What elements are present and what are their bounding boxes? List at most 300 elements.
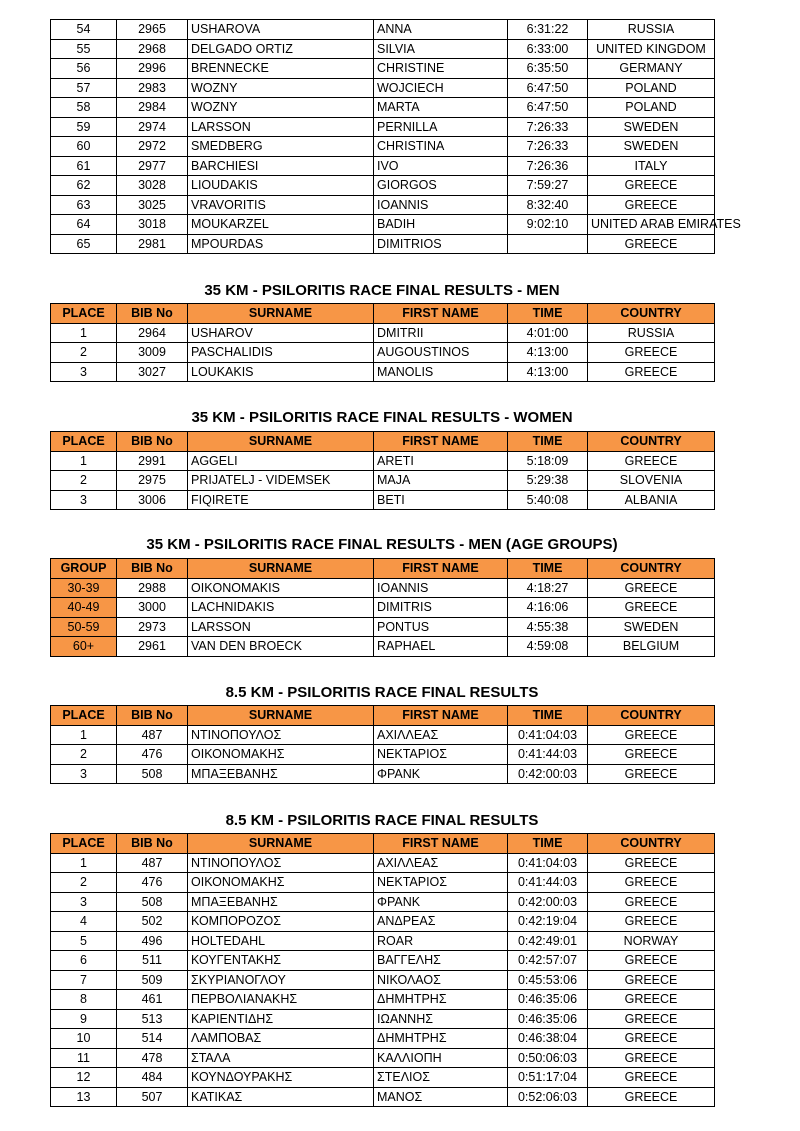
country-cell: RUSSIA xyxy=(588,20,715,40)
country-cell: NORWAY xyxy=(588,931,715,951)
first-name-cell: ΔΗΜΗΤΡΗΣ xyxy=(374,1029,508,1049)
bib-cell: 514 xyxy=(117,1029,188,1049)
first-name-cell: ΜΑΝΟΣ xyxy=(374,1087,508,1107)
table-row xyxy=(51,471,715,491)
country-cell: UNITED ARAB EMIRATES xyxy=(588,215,715,235)
time-cell: 0:46:38:04 xyxy=(508,1029,588,1049)
surname-cell: ΝΤΙΝΟΠΟΥΛΟΣ xyxy=(188,725,374,745)
country-cell: GREECE xyxy=(588,951,715,971)
section-title: 8.5 KM - PSILORITIS RACE FINAL RESULTS xyxy=(225,812,539,829)
surname-cell: MOUKARZEL xyxy=(188,215,374,235)
place-cell: 12 xyxy=(51,1068,117,1088)
column-header-country: COUNTRY xyxy=(588,432,715,452)
table-row xyxy=(51,617,715,637)
time-cell: 0:41:04:03 xyxy=(508,725,588,745)
column-header-time: TIME xyxy=(508,432,588,452)
table-row xyxy=(51,1068,715,1088)
time-cell: 0:45:53:06 xyxy=(508,970,588,990)
surname-cell: ΜΠΑΞΕΒΑΝΗΣ xyxy=(188,892,374,912)
surname-cell: WOZNY xyxy=(188,78,374,98)
surname-cell: VAN DEN BROECK xyxy=(188,637,374,657)
column-header-surname: SURNAME xyxy=(188,706,374,726)
country-cell: SWEDEN xyxy=(588,117,715,137)
bib-cell: 478 xyxy=(117,1048,188,1068)
place-cell: 59 xyxy=(51,117,117,137)
bib-cell: 3006 xyxy=(117,490,188,510)
first-name-cell: ΦΡΑΝΚ xyxy=(374,892,508,912)
bib-cell: 2988 xyxy=(117,578,188,598)
time-cell: 4:01:00 xyxy=(508,323,588,343)
first-name-cell: ΙΩΑΝΝΗΣ xyxy=(374,1009,508,1029)
place-cell: 56 xyxy=(51,59,117,79)
first-name-cell: GIORGOS xyxy=(374,176,508,196)
surname-cell: HOLTEDAHL xyxy=(188,931,374,951)
place-cell: 2 xyxy=(51,471,117,491)
place-cell: 1 xyxy=(51,451,117,471)
bib-cell: 476 xyxy=(117,745,188,765)
first-name-cell: ΚΑΛΛΙΟΠΗ xyxy=(374,1048,508,1068)
table-row xyxy=(51,1009,715,1029)
country-cell: GREECE xyxy=(588,176,715,196)
country-cell: GREECE xyxy=(588,970,715,990)
bib-cell: 2972 xyxy=(117,137,188,157)
column-header-bib: BIB No xyxy=(117,304,188,324)
surname-cell: ΣΚΥΡΙΑΝΟΓΛΟΥ xyxy=(188,970,374,990)
first-name-cell: DMITRII xyxy=(374,323,508,343)
column-header-bib: BIB No xyxy=(117,834,188,854)
table-row xyxy=(51,931,715,951)
header-row xyxy=(51,706,715,726)
place-cell: 2 xyxy=(51,745,117,765)
time-cell: 5:18:09 xyxy=(508,451,588,471)
column-header-first-name: FIRST NAME xyxy=(374,304,508,324)
table-row xyxy=(51,990,715,1010)
surname-cell: LIOUDAKIS xyxy=(188,176,374,196)
first-name-cell: MAJA xyxy=(374,471,508,491)
first-name-cell: ΒΑΓΓΕΛΗΣ xyxy=(374,951,508,971)
column-header-time: TIME xyxy=(508,559,588,579)
country-cell: GERMANY xyxy=(588,59,715,79)
place-cell: 61 xyxy=(51,156,117,176)
time-cell xyxy=(508,234,588,254)
time-cell: 7:59:27 xyxy=(508,176,588,196)
table-row xyxy=(51,490,715,510)
bib-cell: 476 xyxy=(117,873,188,893)
bib-cell: 508 xyxy=(117,764,188,784)
header-row xyxy=(51,432,715,452)
surname-cell: ΛΑΜΠΟΒΑΣ xyxy=(188,1029,374,1049)
surname-cell: USHAROV xyxy=(188,323,374,343)
time-cell: 9:02:10 xyxy=(508,215,588,235)
first-name-cell: DIMITRIS xyxy=(374,598,508,618)
table-row xyxy=(51,234,715,254)
table-row xyxy=(51,323,715,343)
first-name-cell: BADIH xyxy=(374,215,508,235)
bib-cell: 3027 xyxy=(117,362,188,382)
place-cell: 3 xyxy=(51,892,117,912)
time-cell: 6:33:00 xyxy=(508,39,588,59)
column-header-time: TIME xyxy=(508,834,588,854)
section-title: 35 KM - PSILORITIS RACE FINAL RESULTS - MEN xyxy=(204,282,560,299)
results-table xyxy=(50,705,715,784)
time-cell: 0:42:00:03 xyxy=(508,764,588,784)
surname-cell: WOZNY xyxy=(188,98,374,118)
place-cell: 1 xyxy=(51,725,117,745)
surname-cell: MPOURDAS xyxy=(188,234,374,254)
column-header-country: COUNTRY xyxy=(588,834,715,854)
table-row xyxy=(51,39,715,59)
place-cell: 9 xyxy=(51,1009,117,1029)
bib-cell: 508 xyxy=(117,892,188,912)
time-cell: 7:26:33 xyxy=(508,137,588,157)
header-row xyxy=(51,834,715,854)
country-cell: GREECE xyxy=(588,853,715,873)
time-cell: 6:35:50 xyxy=(508,59,588,79)
country-cell: POLAND xyxy=(588,98,715,118)
column-header-bib: BIB No xyxy=(117,559,188,579)
table-row xyxy=(51,637,715,657)
surname-cell: FIQIRETE xyxy=(188,490,374,510)
time-cell: 0:41:44:03 xyxy=(508,745,588,765)
bib-cell: 3009 xyxy=(117,343,188,363)
time-cell: 4:59:08 xyxy=(508,637,588,657)
place-cell: 62 xyxy=(51,176,117,196)
time-cell: 0:41:44:03 xyxy=(508,873,588,893)
surname-cell: BARCHIESI xyxy=(188,156,374,176)
surname-cell: ΚΟΥΝΔΟΥΡΑΚΗΣ xyxy=(188,1068,374,1088)
surname-cell: LOUKAKIS xyxy=(188,362,374,382)
country-cell: GREECE xyxy=(588,1087,715,1107)
first-name-cell: ARETI xyxy=(374,451,508,471)
column-header-first-name: FIRST NAME xyxy=(374,706,508,726)
table-row xyxy=(51,343,715,363)
results-table xyxy=(50,833,715,1107)
surname-cell: LARSSON xyxy=(188,617,374,637)
bib-cell: 2984 xyxy=(117,98,188,118)
surname-cell: LARSSON xyxy=(188,117,374,137)
table-row xyxy=(51,195,715,215)
time-cell: 6:47:50 xyxy=(508,78,588,98)
bib-cell: 3000 xyxy=(117,598,188,618)
bib-cell: 487 xyxy=(117,725,188,745)
first-name-cell: PONTUS xyxy=(374,617,508,637)
place-cell: 57 xyxy=(51,78,117,98)
country-cell: SWEDEN xyxy=(588,617,715,637)
first-name-cell: ΑΝΔΡΕΑΣ xyxy=(374,912,508,932)
bib-cell: 513 xyxy=(117,1009,188,1029)
surname-cell: AGGELI xyxy=(188,451,374,471)
place-cell: 55 xyxy=(51,39,117,59)
table-row xyxy=(51,362,715,382)
results-table xyxy=(50,558,715,657)
country-cell: RUSSIA xyxy=(588,323,715,343)
country-cell: UNITED KINGDOM xyxy=(588,39,715,59)
first-name-cell: AUGOUSTINOS xyxy=(374,343,508,363)
surname-cell: PRIJATELJ - VIDEMSEK xyxy=(188,471,374,491)
results-table xyxy=(50,431,715,510)
surname-cell: ΚΑΤΙΚΑΣ xyxy=(188,1087,374,1107)
first-name-cell: RAPHAEL xyxy=(374,637,508,657)
column-header-place: PLACE xyxy=(51,432,117,452)
table-row xyxy=(51,970,715,990)
bib-cell: 2968 xyxy=(117,39,188,59)
first-name-cell: ΝΕΚΤΑΡΙΟΣ xyxy=(374,745,508,765)
place-cell: 10 xyxy=(51,1029,117,1049)
table-row xyxy=(51,912,715,932)
bib-cell: 507 xyxy=(117,1087,188,1107)
bib-cell: 2996 xyxy=(117,59,188,79)
section-title: 35 KM - PSILORITIS RACE FINAL RESULTS - WOMEN xyxy=(191,409,573,426)
place-cell: 1 xyxy=(51,323,117,343)
bib-cell: 461 xyxy=(117,990,188,1010)
bib-cell: 2981 xyxy=(117,234,188,254)
column-header-first-name: FIRST NAME xyxy=(374,834,508,854)
place-cell: 7 xyxy=(51,970,117,990)
first-name-cell: ΑΧΙΛΛΕΑΣ xyxy=(374,853,508,873)
surname-cell: ΠΕΡΒΟΛΙΑΝΑΚΗΣ xyxy=(188,990,374,1010)
country-cell: GREECE xyxy=(588,725,715,745)
table-row xyxy=(51,892,715,912)
table-row xyxy=(51,873,715,893)
results-table xyxy=(50,19,741,254)
bib-cell: 496 xyxy=(117,931,188,951)
time-cell: 4:16:06 xyxy=(508,598,588,618)
column-header-country: COUNTRY xyxy=(588,559,715,579)
time-cell: 0:42:19:04 xyxy=(508,912,588,932)
column-header-bib: BIB No xyxy=(117,706,188,726)
country-cell: GREECE xyxy=(588,892,715,912)
first-name-cell: ΦΡΑΝΚ xyxy=(374,764,508,784)
place-cell: 2 xyxy=(51,873,117,893)
first-name-cell: ANNA xyxy=(374,20,508,40)
country-cell: POLAND xyxy=(588,78,715,98)
first-name-cell: MANOLIS xyxy=(374,362,508,382)
country-cell: GREECE xyxy=(588,451,715,471)
first-name-cell: ΔΗΜΗΤΡΗΣ xyxy=(374,990,508,1010)
table-row xyxy=(51,59,715,79)
column-header-first-name: FIRST NAME xyxy=(374,432,508,452)
time-cell: 0:42:49:01 xyxy=(508,931,588,951)
country-cell: SWEDEN xyxy=(588,137,715,157)
column-header-place: PLACE xyxy=(51,834,117,854)
surname-cell: OIKONOMAKIS xyxy=(188,578,374,598)
time-cell: 8:32:40 xyxy=(508,195,588,215)
column-header-surname: SURNAME xyxy=(188,304,374,324)
first-name-cell: IOANNIS xyxy=(374,195,508,215)
country-cell: GREECE xyxy=(588,343,715,363)
time-cell: 6:31:22 xyxy=(508,20,588,40)
time-cell: 5:29:38 xyxy=(508,471,588,491)
surname-cell: ΝΤΙΝΟΠΟΥΛΟΣ xyxy=(188,853,374,873)
country-cell: GREECE xyxy=(588,1048,715,1068)
surname-cell: BRENNECKE xyxy=(188,59,374,79)
table-row xyxy=(51,725,715,745)
section-title: 8.5 KM - PSILORITIS RACE FINAL RESULTS xyxy=(225,684,539,701)
table-row xyxy=(51,745,715,765)
first-name-cell: ΣΤΕΛΙΟΣ xyxy=(374,1068,508,1088)
country-cell: GREECE xyxy=(588,362,715,382)
bib-cell: 3018 xyxy=(117,215,188,235)
place-cell: 58 xyxy=(51,98,117,118)
table-row xyxy=(51,1029,715,1049)
first-name-cell: ΝΕΚΤΑΡΙΟΣ xyxy=(374,873,508,893)
place-cell: 54 xyxy=(51,20,117,40)
column-header-country: COUNTRY xyxy=(588,304,715,324)
table-row xyxy=(51,137,715,157)
bib-cell: 2961 xyxy=(117,637,188,657)
group-cell: 50-59 xyxy=(51,617,117,637)
place-cell: 4 xyxy=(51,912,117,932)
table-row xyxy=(51,98,715,118)
place-cell: 1 xyxy=(51,853,117,873)
place-cell: 64 xyxy=(51,215,117,235)
section-title: 35 KM - PSILORITIS RACE FINAL RESULTS - MEN (AGE GROUPS) xyxy=(146,536,618,553)
country-cell: GREECE xyxy=(588,1068,715,1088)
surname-cell: ΣΤΑΛΑ xyxy=(188,1048,374,1068)
column-header-time: TIME xyxy=(508,304,588,324)
place-cell: 2 xyxy=(51,343,117,363)
time-cell: 0:46:35:06 xyxy=(508,990,588,1010)
results-table xyxy=(50,303,715,382)
time-cell: 4:55:38 xyxy=(508,617,588,637)
place-cell: 6 xyxy=(51,951,117,971)
place-cell: 60 xyxy=(51,137,117,157)
bib-cell: 2973 xyxy=(117,617,188,637)
first-name-cell: ΝΙΚΟΛΑΟΣ xyxy=(374,970,508,990)
time-cell: 0:51:17:04 xyxy=(508,1068,588,1088)
bib-cell: 2964 xyxy=(117,323,188,343)
bib-cell: 2991 xyxy=(117,451,188,471)
surname-cell: ΜΠΑΞΕΒΑΝΗΣ xyxy=(188,764,374,784)
place-cell: 3 xyxy=(51,764,117,784)
place-cell: 5 xyxy=(51,931,117,951)
surname-cell: ΟΙΚΟΝΟΜΑΚΗΣ xyxy=(188,873,374,893)
column-header-country: COUNTRY xyxy=(588,706,715,726)
time-cell: 4:13:00 xyxy=(508,343,588,363)
country-cell: GREECE xyxy=(588,195,715,215)
country-cell: GREECE xyxy=(588,578,715,598)
country-cell: ITALY xyxy=(588,156,715,176)
country-cell: GREECE xyxy=(588,990,715,1010)
table-row xyxy=(51,156,715,176)
table-row xyxy=(51,78,715,98)
country-cell: ALBANIA xyxy=(588,490,715,510)
country-cell: GREECE xyxy=(588,912,715,932)
surname-cell: ΟΙΚΟΝΟΜΑΚΗΣ xyxy=(188,745,374,765)
bib-cell: 2983 xyxy=(117,78,188,98)
time-cell: 0:42:00:03 xyxy=(508,892,588,912)
first-name-cell: SILVIA xyxy=(374,39,508,59)
first-name-cell: WOJCIECH xyxy=(374,78,508,98)
column-header-group: GROUP xyxy=(51,559,117,579)
time-cell: 7:26:33 xyxy=(508,117,588,137)
place-cell: 3 xyxy=(51,362,117,382)
bib-cell: 2974 xyxy=(117,117,188,137)
first-name-cell: BETI xyxy=(374,490,508,510)
bib-cell: 509 xyxy=(117,970,188,990)
table-row xyxy=(51,951,715,971)
surname-cell: ΚΟΥΓΕΝΤΑΚΗΣ xyxy=(188,951,374,971)
first-name-cell: PERNILLA xyxy=(374,117,508,137)
surname-cell: SMEDBERG xyxy=(188,137,374,157)
first-name-cell: ΑΧΙΛΛΕΑΣ xyxy=(374,725,508,745)
place-cell: 3 xyxy=(51,490,117,510)
table-row xyxy=(51,215,715,235)
time-cell: 4:18:27 xyxy=(508,578,588,598)
surname-cell: PASCHALIDIS xyxy=(188,343,374,363)
first-name-cell: CHRISTINE xyxy=(374,59,508,79)
time-cell: 5:40:08 xyxy=(508,490,588,510)
column-header-first-name: FIRST NAME xyxy=(374,559,508,579)
bib-cell: 511 xyxy=(117,951,188,971)
table-row xyxy=(51,853,715,873)
time-cell: 4:13:00 xyxy=(508,362,588,382)
bib-cell: 487 xyxy=(117,853,188,873)
country-cell: GREECE xyxy=(588,1029,715,1049)
column-header-place: PLACE xyxy=(51,706,117,726)
first-name-cell: IOANNIS xyxy=(374,578,508,598)
column-header-surname: SURNAME xyxy=(188,559,374,579)
group-cell: 30-39 xyxy=(51,578,117,598)
bib-cell: 502 xyxy=(117,912,188,932)
time-cell: 0:52:06:03 xyxy=(508,1087,588,1107)
column-header-time: TIME xyxy=(508,706,588,726)
header-row xyxy=(51,304,715,324)
time-cell: 0:46:35:06 xyxy=(508,1009,588,1029)
table-row xyxy=(51,117,715,137)
bib-cell: 2975 xyxy=(117,471,188,491)
country-cell: GREECE xyxy=(588,1009,715,1029)
column-header-surname: SURNAME xyxy=(188,834,374,854)
table-row xyxy=(51,20,715,40)
group-cell: 60+ xyxy=(51,637,117,657)
bib-cell: 2977 xyxy=(117,156,188,176)
surname-cell: ΚΟΜΠΟΡΟΖΟΣ xyxy=(188,912,374,932)
surname-cell: ΚΑΡΙΕΝΤΙΔΗΣ xyxy=(188,1009,374,1029)
table-row xyxy=(51,1087,715,1107)
first-name-cell: DIMITRIOS xyxy=(374,234,508,254)
first-name-cell: CHRISTINA xyxy=(374,137,508,157)
time-cell: 0:50:06:03 xyxy=(508,1048,588,1068)
place-cell: 11 xyxy=(51,1048,117,1068)
column-header-bib: BIB No xyxy=(117,432,188,452)
country-cell: SLOVENIA xyxy=(588,471,715,491)
country-cell: GREECE xyxy=(588,764,715,784)
surname-cell: DELGADO ORTIZ xyxy=(188,39,374,59)
country-cell: GREECE xyxy=(588,745,715,765)
time-cell: 0:42:57:07 xyxy=(508,951,588,971)
first-name-cell: ROAR xyxy=(374,931,508,951)
table-row xyxy=(51,1048,715,1068)
time-cell: 0:41:04:03 xyxy=(508,853,588,873)
country-cell: GREECE xyxy=(588,873,715,893)
time-cell: 7:26:36 xyxy=(508,156,588,176)
bib-cell: 3028 xyxy=(117,176,188,196)
surname-cell: VRAVORITIS xyxy=(188,195,374,215)
time-cell: 6:47:50 xyxy=(508,98,588,118)
table-row xyxy=(51,598,715,618)
first-name-cell: MARTA xyxy=(374,98,508,118)
country-cell: GREECE xyxy=(588,234,715,254)
bib-cell: 3025 xyxy=(117,195,188,215)
place-cell: 65 xyxy=(51,234,117,254)
group-cell: 40-49 xyxy=(51,598,117,618)
place-cell: 63 xyxy=(51,195,117,215)
header-row xyxy=(51,559,715,579)
table-row xyxy=(51,176,715,196)
place-cell: 13 xyxy=(51,1087,117,1107)
bib-cell: 484 xyxy=(117,1068,188,1088)
